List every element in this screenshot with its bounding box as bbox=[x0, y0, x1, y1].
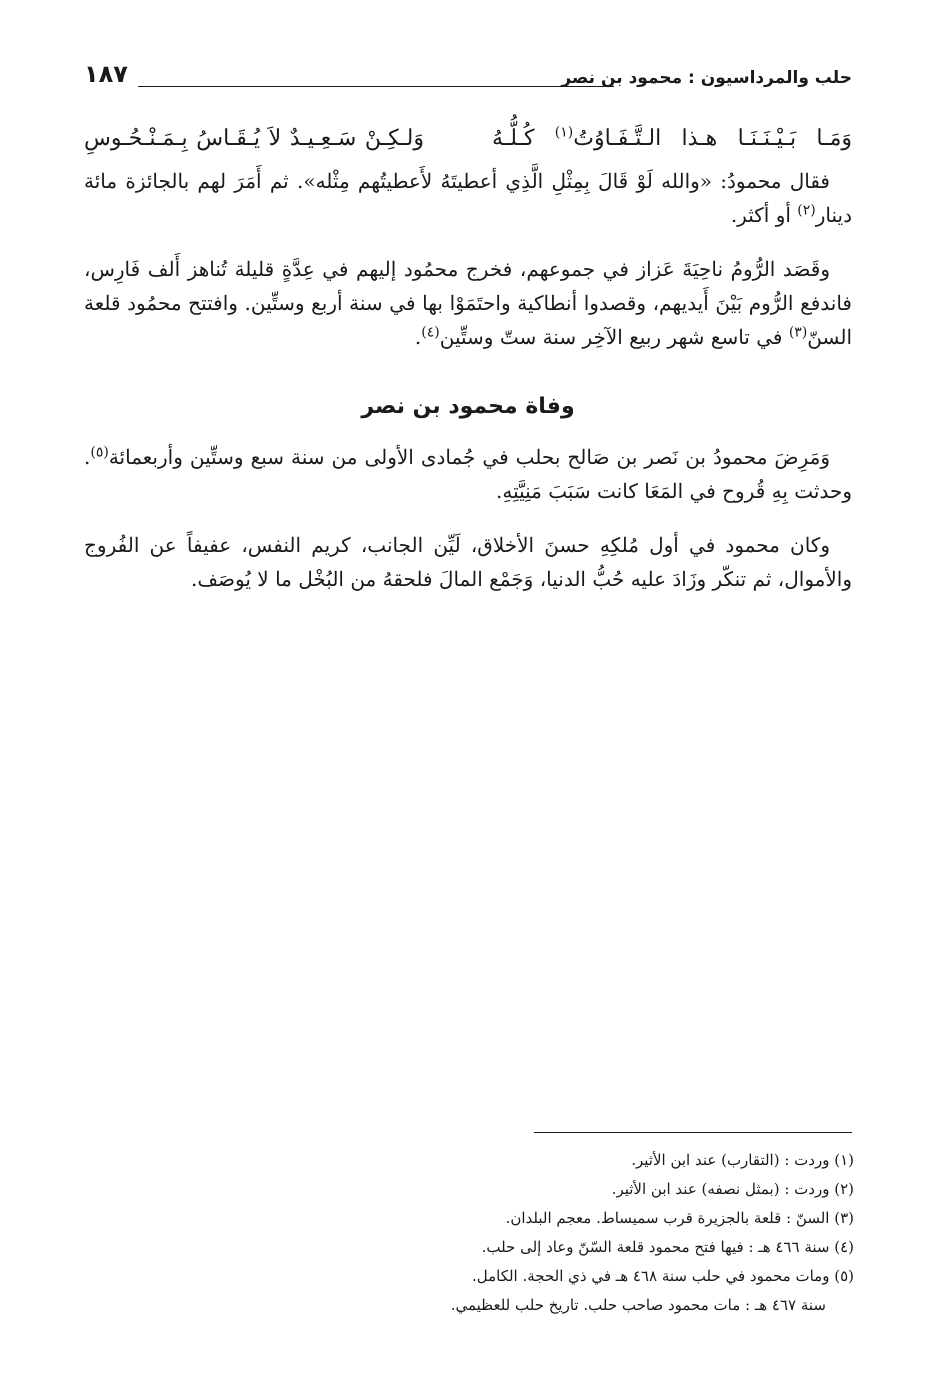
footnote-1: (١) وردت : (التقارب) عند ابن الأثير. bbox=[631, 1151, 854, 1169]
verse-first-hemistich-text: وَمَـا بَـيْـنَـنَـا هـذا الـتَّـفَـاوُتُ bbox=[573, 126, 852, 151]
paragraph-4-text: وكان محمود في أول مُلكِهِ حسنَ الأخلاق، لَيِّن الجانب، كريم النفس، عفيفاً عن الفُروج والأموال، ثم تنكّر وزَادَ عليه حُبُّ الدنيا، وَجَمْع المالَ فلحقهُ من البُخْل ما لا يُوصَف. bbox=[84, 533, 852, 591]
footnote-ref-5: (٥) bbox=[90, 444, 109, 461]
verse-second-hemistich: وَلـكِـنْ سَـعِـيـدٌ لاَ يُـقَـاسُ بِـمَـنْـحُـوسِ bbox=[84, 126, 424, 151]
running-title: حلب والمرداسيون : محمود بن نصر bbox=[561, 68, 852, 88]
footnote-ref-1: (١) bbox=[554, 124, 574, 141]
paragraph-1-tail: أو أكثر. bbox=[730, 203, 798, 227]
verse-first-hemistich bbox=[492, 126, 852, 151]
header-rule bbox=[138, 86, 614, 87]
verse-first-hemistich-tail: كُـلُّـهُ bbox=[492, 126, 555, 151]
paragraph-3-tail: . وحدثت بِهِ قُروح في المَعَا كانت سَبَبَ مَنِيَّتِهِ. bbox=[84, 445, 852, 503]
paragraph-2-end: . bbox=[414, 325, 422, 349]
paragraph-2-middle: في تاسع شهر ربيع الآخِر سنة ستّ وستِّين bbox=[439, 325, 789, 349]
page-number: ١٨٧ bbox=[84, 60, 128, 88]
footnote-5: (٥) ومات محمود في حلب سنة ٤٦٨ هـ في ذي الحجة. الكامل. bbox=[471, 1267, 854, 1285]
paragraph-3-text: وَمَرِضَ محمودُ بن نَصر بن صَالح بحلب في جُمادى الأولى من سنة سبع وستِّين وأربعمائة bbox=[108, 445, 830, 469]
footnote-3: (٣) السنّ : قلعة بالجزيرة قرب سميساط. معجم البلدان. bbox=[505, 1209, 854, 1227]
footnote-2: (٢) وردت : (بمثل نصفه) عند ابن الأثير. bbox=[611, 1180, 854, 1198]
footnote-ref-3: (٣) bbox=[788, 324, 808, 341]
paragraph-3 bbox=[84, 440, 852, 508]
paragraph-4 bbox=[84, 528, 852, 596]
footnote-ref-2: (٢) bbox=[797, 202, 816, 219]
section-heading: وفاة محمود بن نصر bbox=[361, 394, 575, 419]
footnote-4: (٤) سنة ٤٦٦ هـ : فيها فتح محمود قلعة السّنّ وعاد إلى حلب. bbox=[481, 1238, 854, 1256]
paragraph-1-text: فقال محمودُ: «والله لَوْ قَالَ بِمِثْلِ الَّذِي أعطيتَهُ لأَعطيتُهم مِثْله». ثم أَمَرَ لهم بالجائزة مائة دينار bbox=[84, 169, 852, 227]
footnotes bbox=[84, 1146, 854, 1320]
paragraph-2 bbox=[84, 252, 852, 354]
running-header bbox=[84, 60, 852, 100]
paragraph-2-text: وقَصَد الرُّومُ ناحِيَةَ عَزاز في جموعهم، فخرج محمُود إليهم في عِدَّةٍ قليلة تُناهز أَلف فَارِس، فاندفع الرُّوم بَيْنَ أَيديهم، وقصدوا أنطاكية واحتَمَوْا بها في سنة أربع وستِّين. وافتتح محمُود قلعة السنّ bbox=[84, 257, 852, 349]
footnote-5-continuation: سنة ٤٦٧ هـ : مات محمود صاحب حلب. تاريخ حلب للعظيمي. bbox=[450, 1296, 826, 1314]
footnote-ref-4: (٤) bbox=[421, 324, 440, 341]
paragraph-1 bbox=[84, 164, 852, 232]
poetry-verse bbox=[84, 120, 852, 164]
footnote-separator bbox=[534, 1132, 852, 1133]
